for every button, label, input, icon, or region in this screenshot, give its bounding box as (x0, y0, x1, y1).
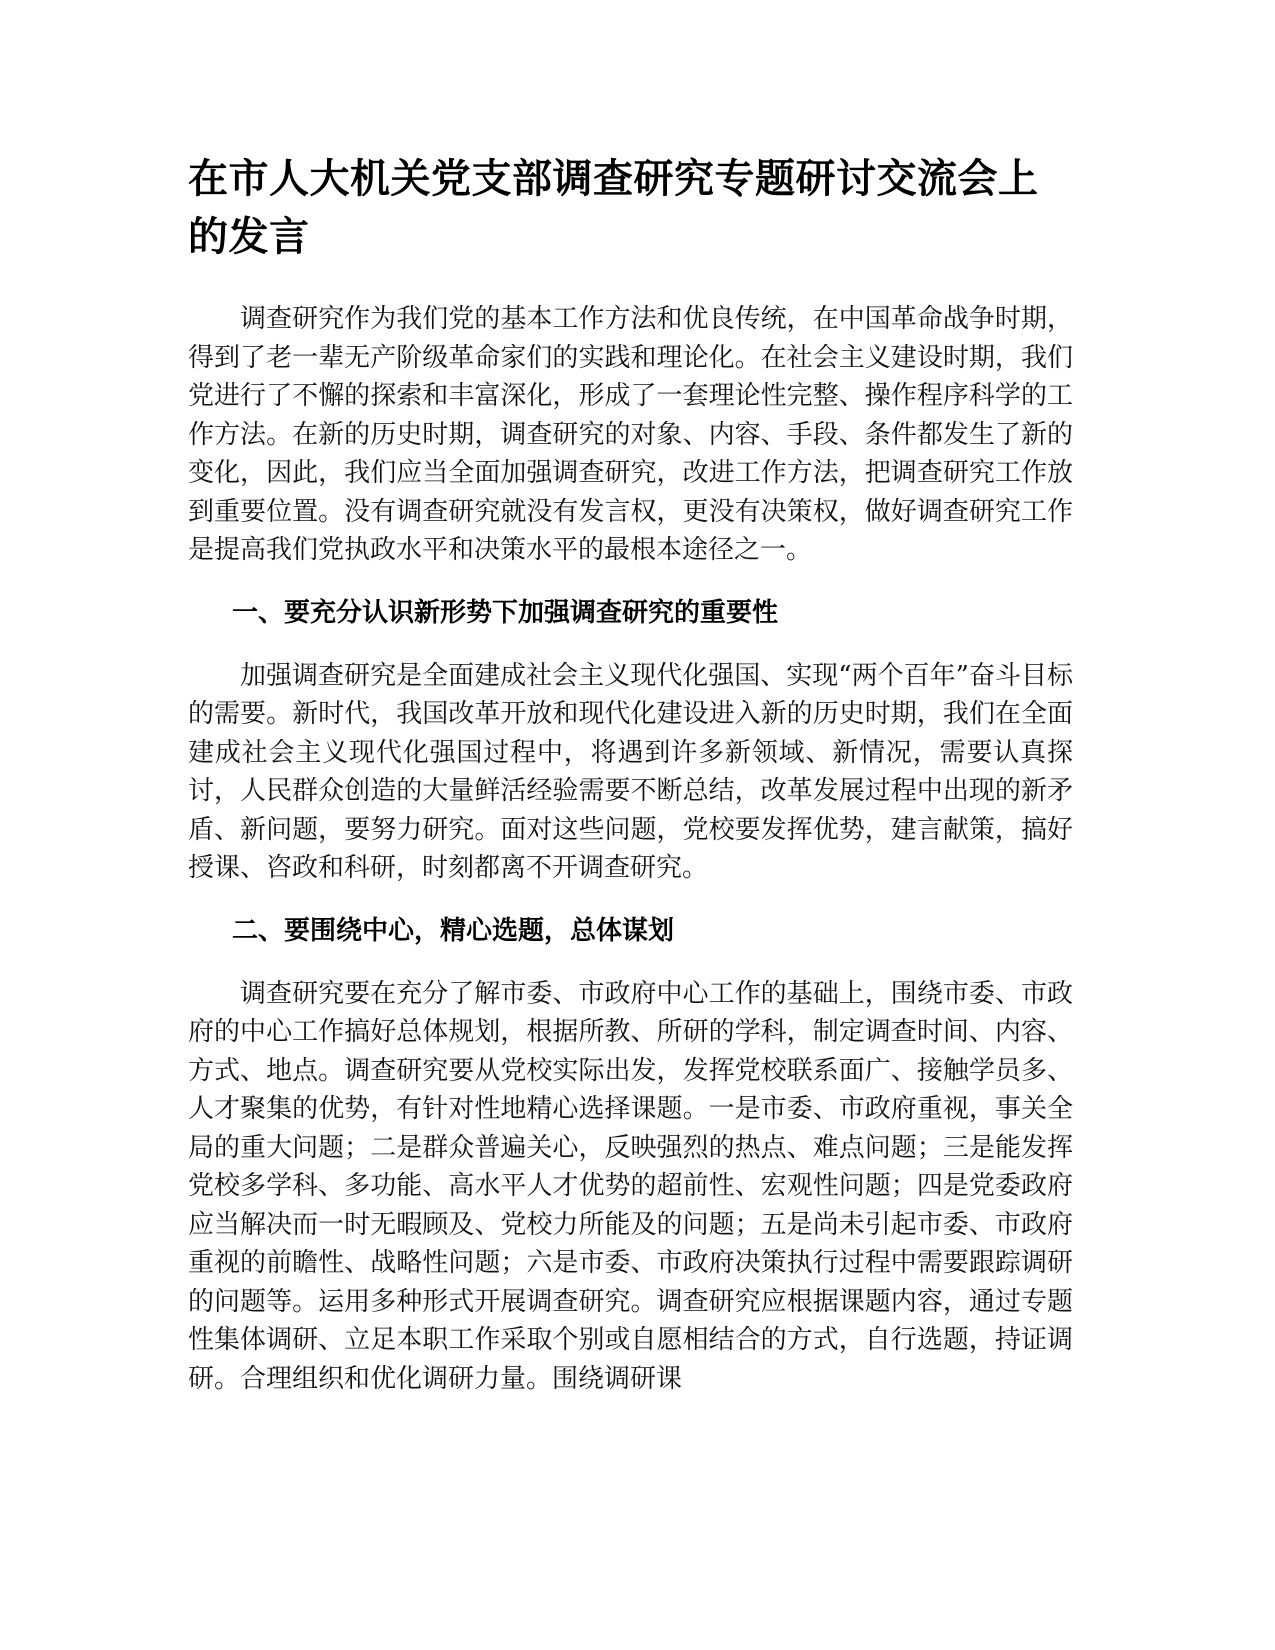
document-body (188, 150, 1073, 1398)
section-paragraph-importance: 加强调查研究是全面建成社会主义现代化强国、实现“两个百年”奋斗目标的需要。新时代，我国改革开放和现代化建设进入新的历史时期，我们在全面建成社会主义现代化强国过程中，将遇到许多新领域、新情况，需要认真探讨，人民群众创造的大量鲜活经验需要不断总结，改革发展过程中出现的新矛盾、新问题，要努力研究。面对这些问题，党校要发挥优势，建言献策，搞好授课、咨政和科研，时刻都离不开调查研究。 (188, 660, 1073, 883)
intro-paragraph: 调查研究作为我们党的基本工作方法和优良传统，在中国革命战争时期，得到了老一辈无产阶级革命家们的实践和理论化。在社会主义建设时期，我们党进行了不懈的探索和丰富深化，形成了一套理论性完整、操作程序科学的工作方法。在新的历史时期，调查研究的对象、内容、手段、条件都发生了新的变化，因此，我们应当全面加强调查研究，改进工作方法，把调查研究工作放到重要位置。没有调查研究就没有发言权，更没有决策权，做好调查研究工作是提高我们党执政水平和决策水平的最根本途径之一。 (188, 304, 1073, 565)
section-heading-importance: 一、要充分认识新形势下加强调查研究的重要性 (232, 597, 779, 628)
document-title: 在市人大机关党支部调查研究专题研讨交流会上的发言 (188, 156, 1039, 260)
section-paragraph-topic-planning: 调查研究要在充分了解市委、市政府中心工作的基础上，围绕市委、市政府的中心工作搞好总体规划，根据所教、所研的学科，制定调查时间、内容、方式、地点。调查研究要从党校实际出发，发挥党校联系面广、接触学员多、人才聚集的优势，有针对性地精心选择课题。一是市委、市政府重视，事关全局的重大问题；二是群众普遍关心，反映强烈的热点、难点问题；三是能发挥党校多学科、多功能、高水平人才优势的超前性、宏观性问题；四是党委政府应当解决而一时无暇顾及、党校力所能及的问题；五是尚未引起市委、市政府重视的前瞻性、战略性问题；六是市委、市政府决策执行过程中需要跟踪调研的问题等。运用多种形式开展调查研究。调查研究应根据课题内容，通过专题性集体调研、立足本职工作采取个别或自愿相结合的方式，自行选题，持证调研。合理组织和优化调研力量。围绕调研课 (188, 978, 1073, 1394)
section-heading-topic-planning: 二、要围绕中心，精心选题，总体谋划 (232, 915, 675, 946)
